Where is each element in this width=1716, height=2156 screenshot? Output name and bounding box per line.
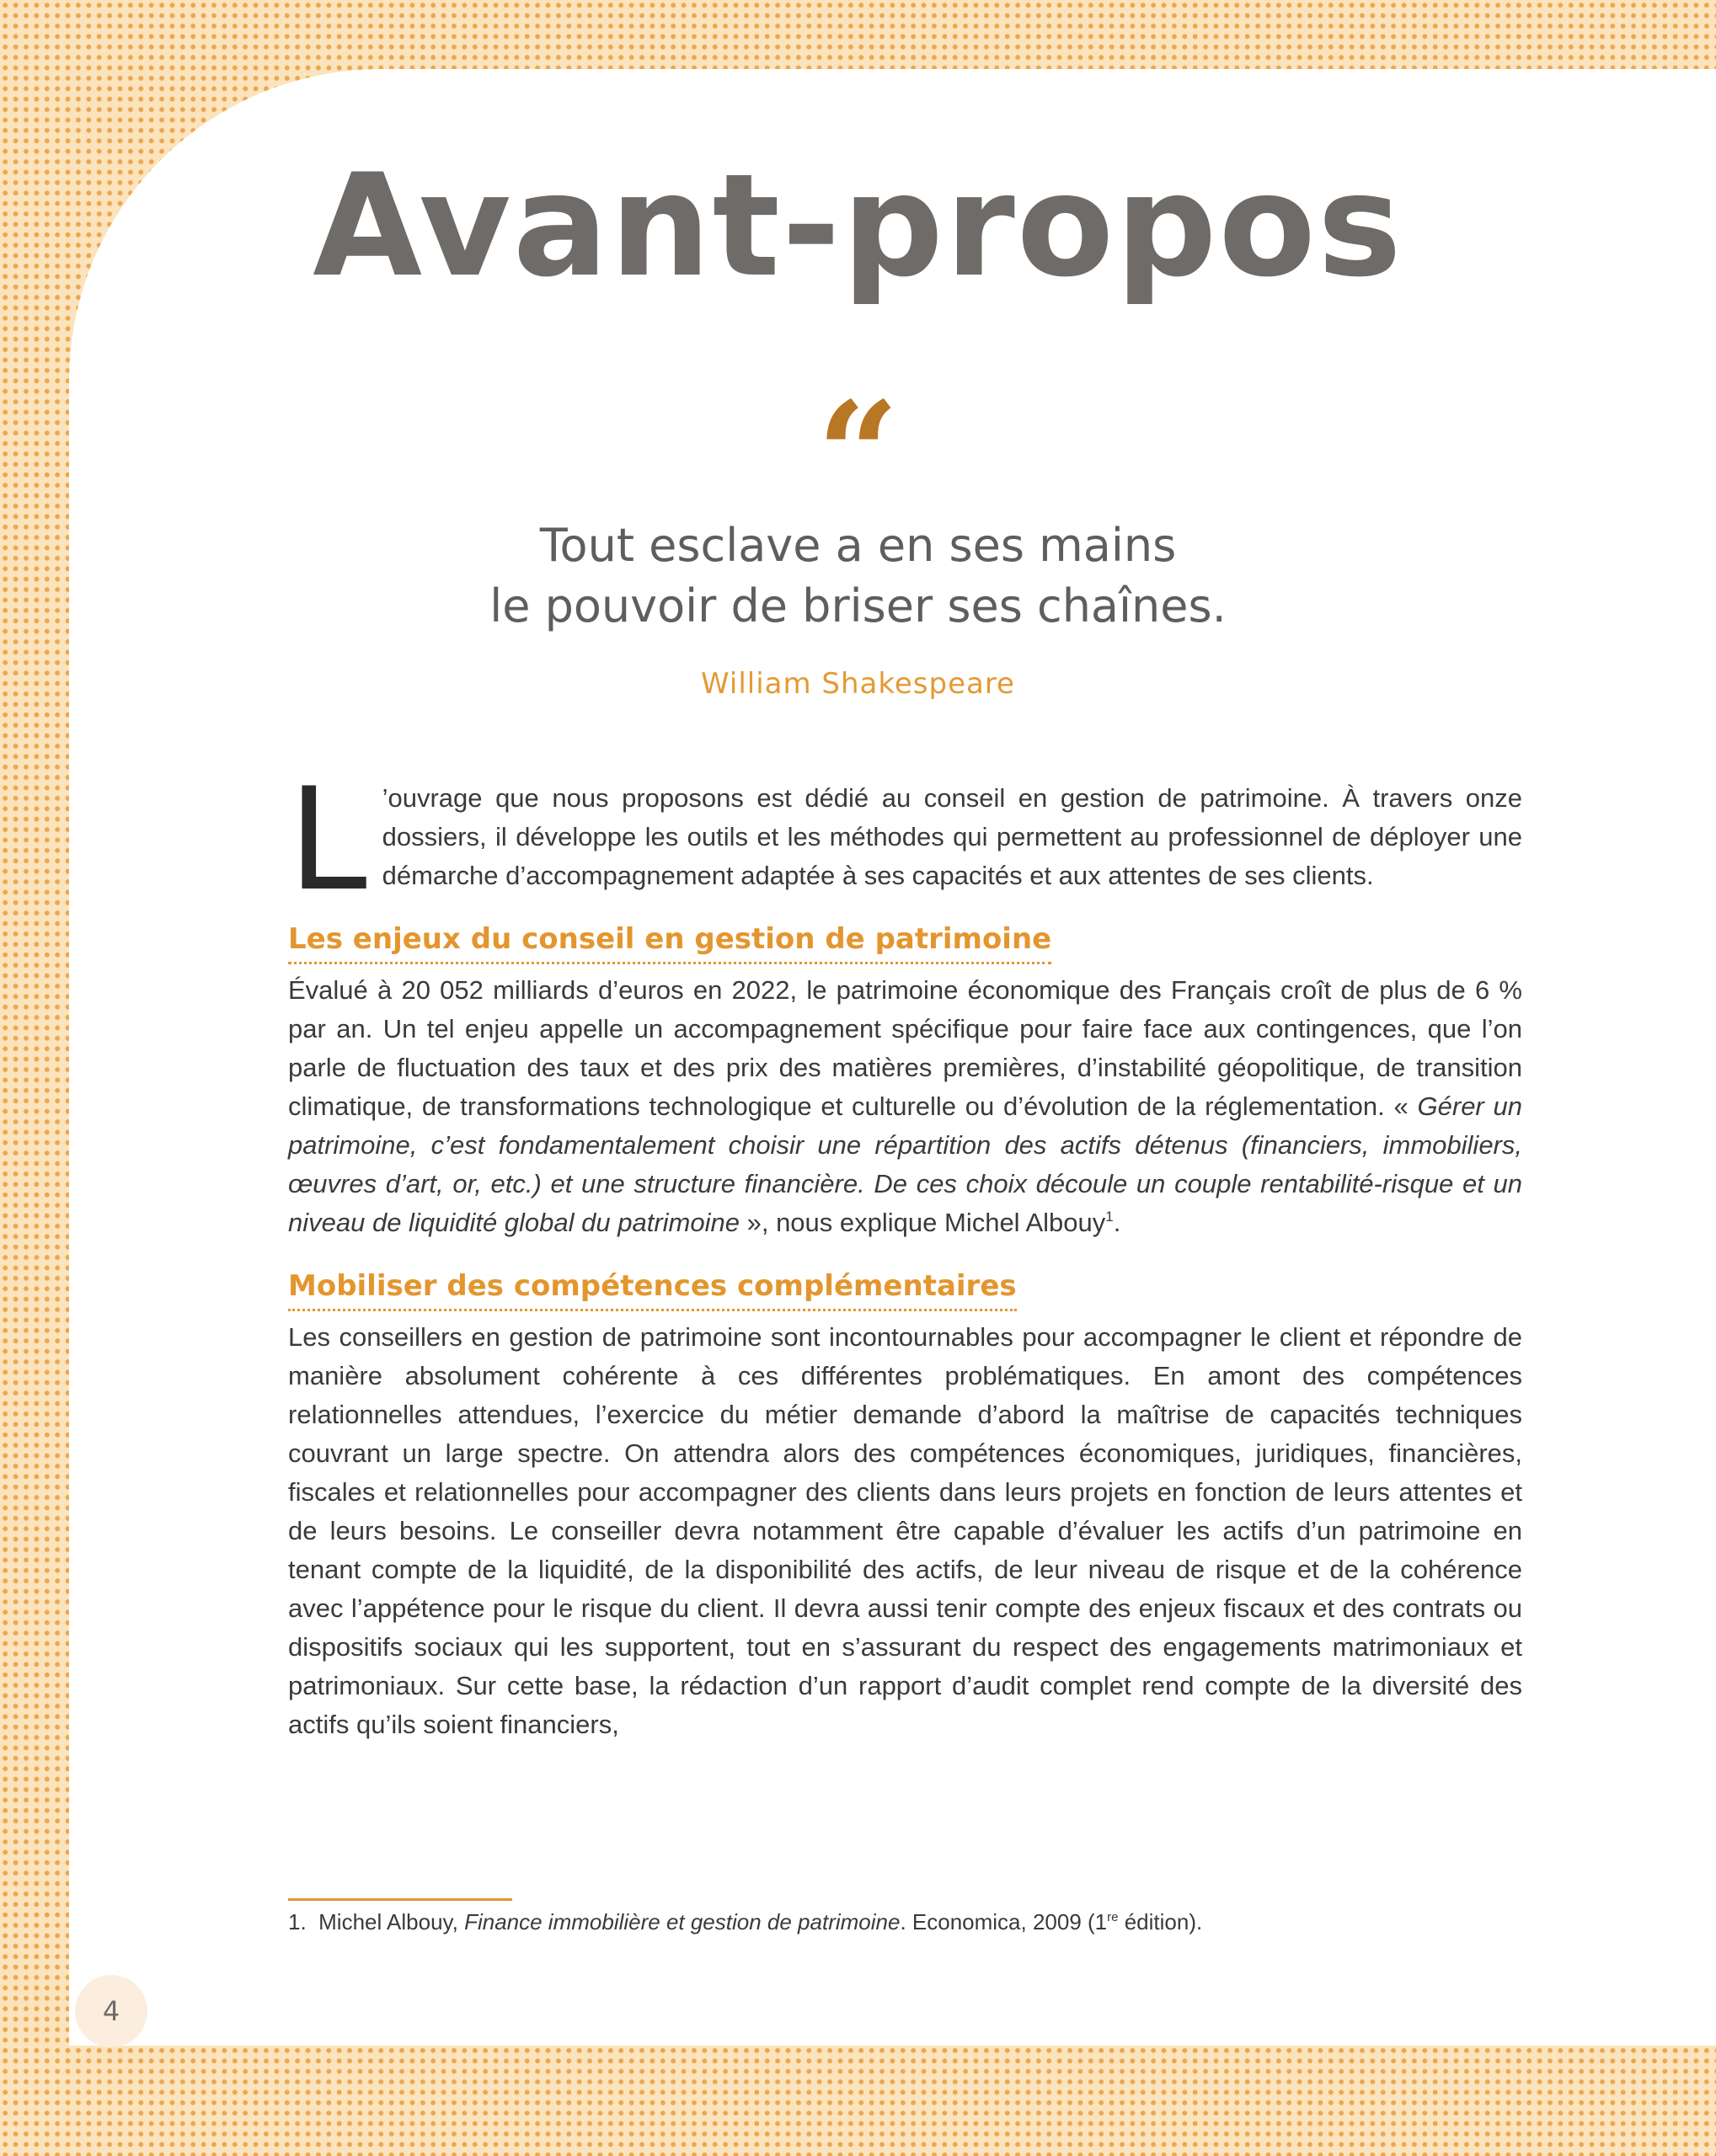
quotation-mark-icon: “	[816, 371, 900, 539]
paragraph-text: Évalué à 20 052 milliards d’euros en 2022, le patrimoine économique des Français croît de plus de 6 % par an. Un tel enjeu appelle un accompagnement spécifique pour faire face aux contingences, que l’on parle de fluctuation des taux et des prix des matières premières, d’instabilité géopolitique, de transition climatique, de transformations technologique et culturelle ou d’évolution de la réglementation. «	[288, 975, 1522, 1121]
section-heading: Mobiliser des compétences complémentaires	[288, 1267, 1017, 1311]
epigraph-author: William Shakespeare	[701, 667, 1015, 701]
footnote-reference[interactable]: 1	[1105, 1209, 1114, 1225]
footnote-number: 1.	[288, 1909, 307, 1935]
epigraph-line: Tout esclave a en ses mains	[539, 519, 1177, 572]
intro-text: ’ouvrage que nous proposons est dédié au conseil en gestion de patrimoine. À travers onze dossiers, il développe les outils et les méthodes qui permettent au professionnel de déployer une démarche d’accompagnement adaptée à ses capacités et aux attentes de ses clients.	[382, 783, 1522, 890]
footnote-author: Michel Albouy,	[318, 1909, 465, 1935]
cited-quote: Gérer un patrimoine, c’est fondamentalement choisir une répartition des actifs détenus (financiers, immobiliers, œuvres d’art, or, etc.) et une structure financière. De ces choix découle un couple rentabilité-risque et un niveau de liquidité global du patrimoine	[288, 1091, 1522, 1237]
section-paragraph	[288, 1318, 1522, 1744]
epigraph-quote	[0, 515, 1716, 637]
page-title: Avant-propos	[313, 143, 1403, 308]
footnote-superscript: re	[1107, 1910, 1119, 1924]
footnote-text: édition).	[1118, 1909, 1203, 1935]
paragraph-text: », nous explique Michel Albouy	[739, 1208, 1106, 1237]
footnote-title: Finance immobilière et gestion de patrimoine	[464, 1909, 901, 1935]
footnote	[288, 1905, 1522, 1939]
footnote-text: . Economica, 2009 (1	[900, 1909, 1108, 1935]
page-number: 4	[75, 1975, 147, 2047]
drop-cap: L	[288, 757, 367, 922]
section-heading-wrap	[288, 1242, 1522, 1318]
section-heading-wrap	[288, 895, 1522, 971]
paragraph-text: .	[1113, 1208, 1121, 1237]
epigraph-line: le pouvoir de briser ses chaînes.	[489, 579, 1227, 632]
intro-paragraph	[288, 757, 1522, 922]
footnote-divider	[288, 1898, 512, 1901]
section-paragraph	[288, 971, 1522, 1242]
main-text	[288, 757, 1522, 1744]
paragraph-text: Les conseillers en gestion de patrimoine sont incontournables pour accompagner le client et répondre de manière absolument cohérente à ces différentes problématiques. En amont des compétences relationnelles attendues, l’exercice du métier demande d’abord la maîtrise de capacités techniques couvrant un large spectre. On attendra alors des compétences économiques, juridiques, financières, fiscales et relationnelles pour accompagner des clients dans leurs projets en fonction de leurs attentes et de leurs besoins. Le conseiller devra notamment être capable d’évaluer les actifs d’un patrimoine en tenant compte de la liquidité, de la disponibilité des actifs, de leur niveau de risque et de la cohérence avec l’appétence pour le risque du client. Il devra aussi tenir compte des enjeux fiscaux et des contrats ou dispositifs sociaux qui les supportent, tout en s’assurant du respect des engagements matrimoniaux et patrimoniaux. Sur cette base, la rédaction d’un rapport d’audit complet rend compte de la diversité des actifs qu’ils soient financiers,	[288, 1322, 1522, 1739]
section-heading: Les enjeux du conseil en gestion de patrimoine	[288, 920, 1051, 964]
